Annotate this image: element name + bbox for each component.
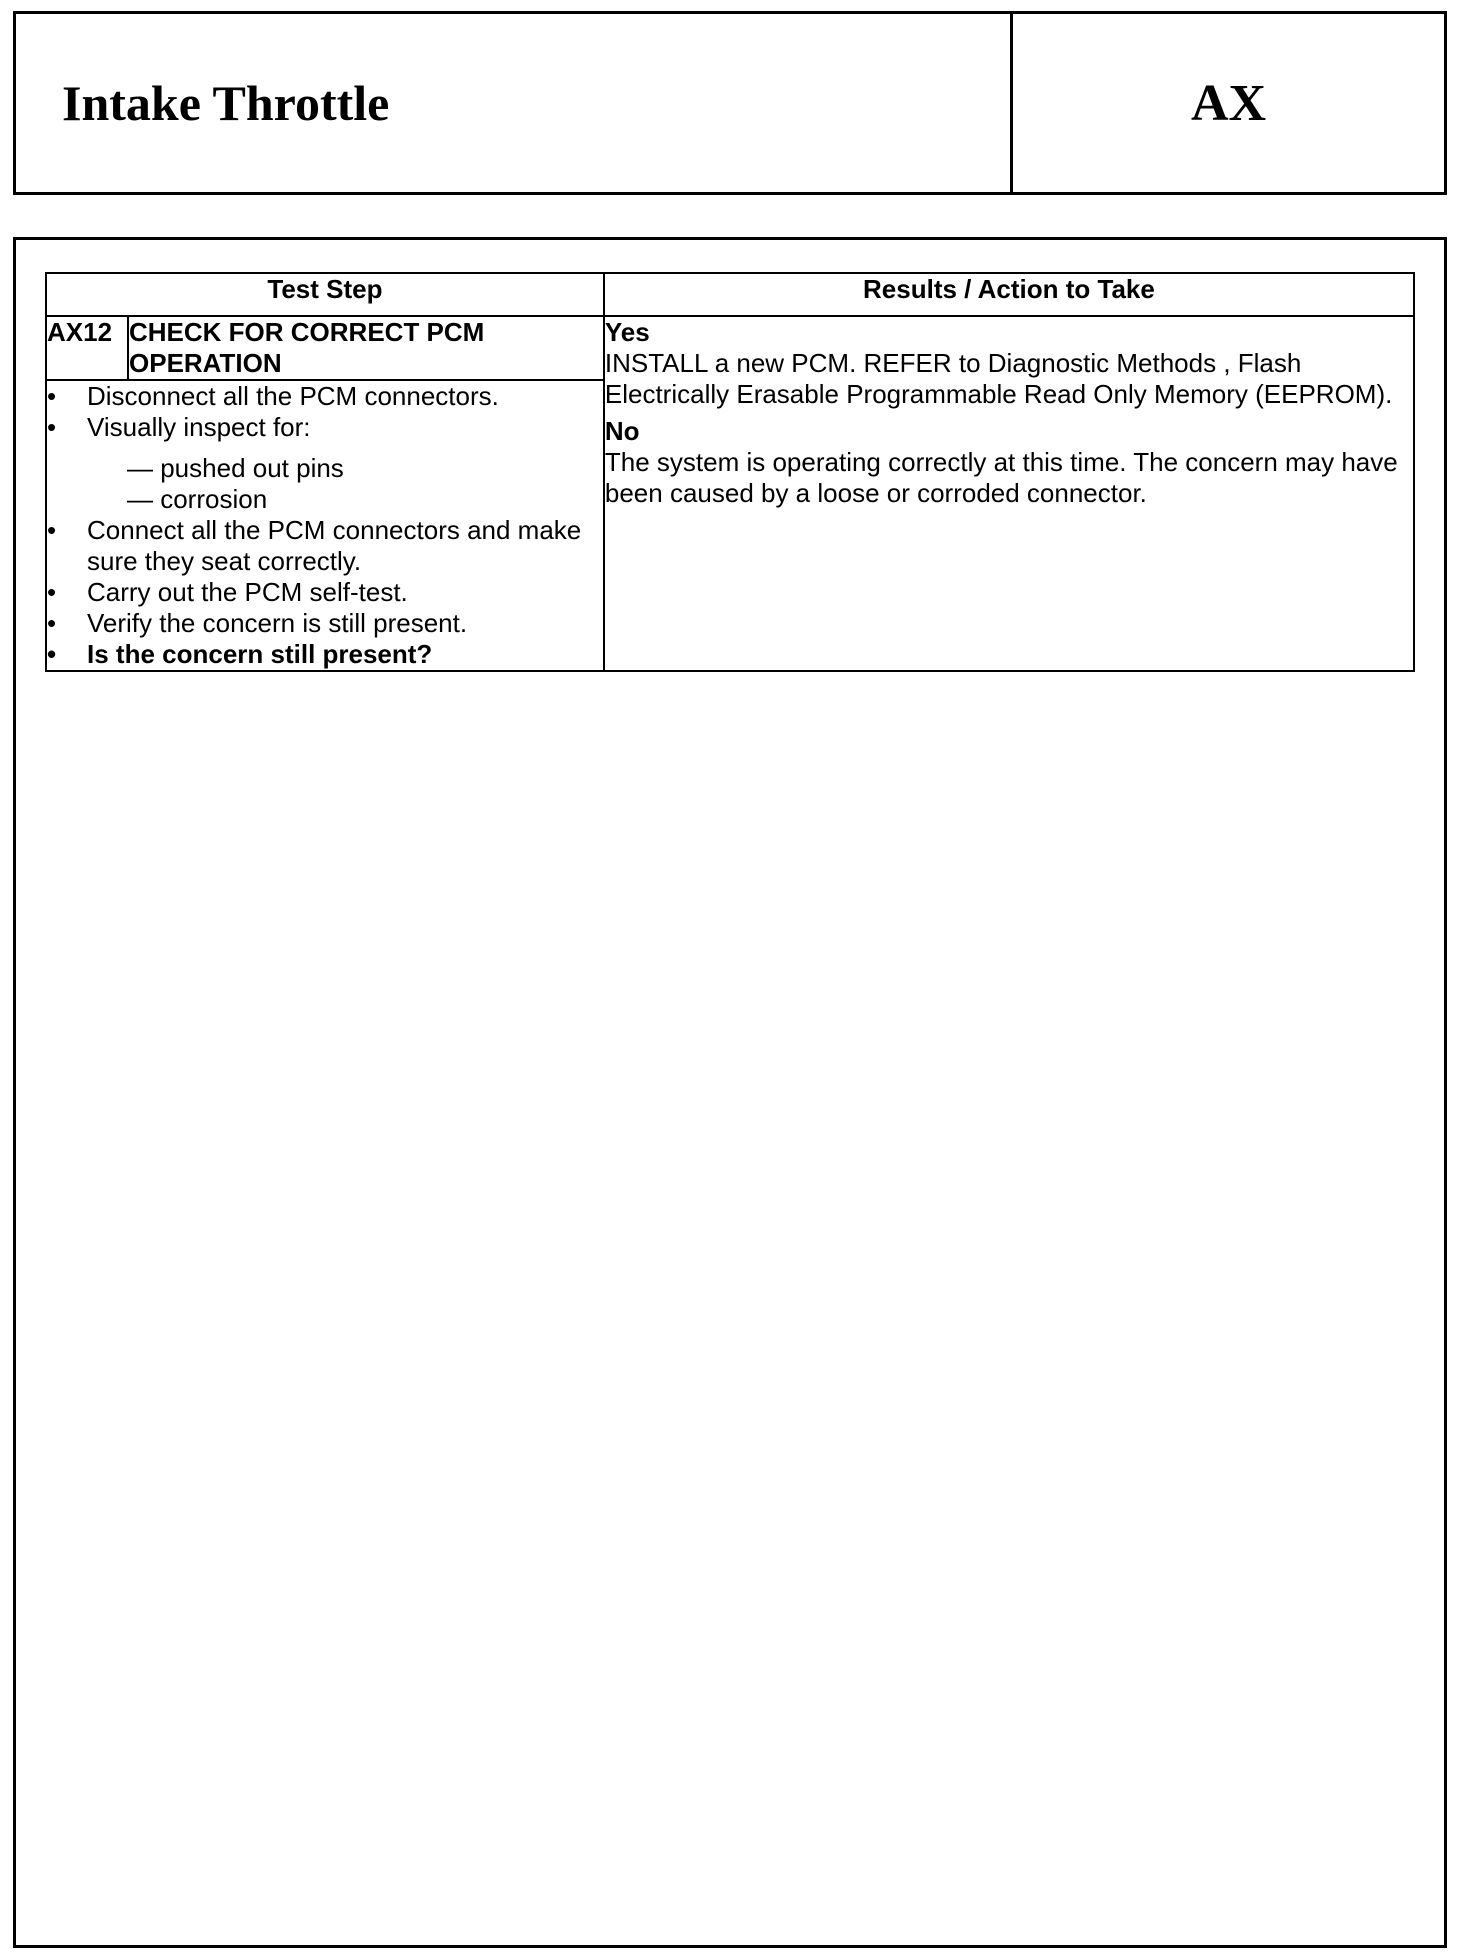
result-no-label: No <box>604 416 640 446</box>
table-header-row <box>46 273 1414 316</box>
page-title: Intake Throttle <box>16 14 1013 192</box>
step-title: CHECK FOR CORRECT PCM OPERATION <box>128 316 604 380</box>
step-id: AX12 <box>46 316 128 380</box>
col-header-test-step: Test Step <box>46 273 604 316</box>
inspect-sublist <box>87 453 603 515</box>
list-item: • Carry out the PCM self-test. <box>47 577 408 607</box>
col-header-results: Results / Action to Take <box>604 273 1414 316</box>
bullet-icon: • <box>47 515 57 545</box>
result-yes-text: INSTALL a new PCM. REFER to Diagnostic Methods , Flash Electrically Erasable Programmable Read Only Memory (EEPROM). <box>604 348 1393 409</box>
list-item: • Visually inspect for: — pushed out pins — corrosion <box>47 412 603 515</box>
page-header <box>13 11 1447 195</box>
bullet-icon: • <box>47 608 57 638</box>
test-step-table <box>45 272 1415 672</box>
bullet-icon: • <box>47 639 57 669</box>
step-list <box>47 381 603 670</box>
steps-cell <box>46 380 604 671</box>
bullet-icon: • <box>47 381 57 411</box>
bullet-icon: • <box>47 412 57 442</box>
sublist-item: — corrosion <box>127 484 268 514</box>
list-item: • Verify the concern is still present. <box>47 608 468 638</box>
list-item-question: • Is the concern still present? <box>47 639 433 669</box>
list-item: • Connect all the PCM connectors and make sure they seat correctly. <box>47 515 582 576</box>
result-yes-label: Yes <box>604 317 650 347</box>
result-no-text: The system is operating correctly at this time. The concern may have been caused by a loose or corroded connector. <box>604 447 1398 508</box>
step-title-row <box>46 316 1414 380</box>
results-cell <box>604 316 1414 671</box>
bullet-icon: • <box>47 577 57 607</box>
list-item: • Disconnect all the PCM connectors. <box>47 381 499 411</box>
section-code: AX <box>1190 74 1267 132</box>
sublist-item: — pushed out pins <box>127 453 344 483</box>
